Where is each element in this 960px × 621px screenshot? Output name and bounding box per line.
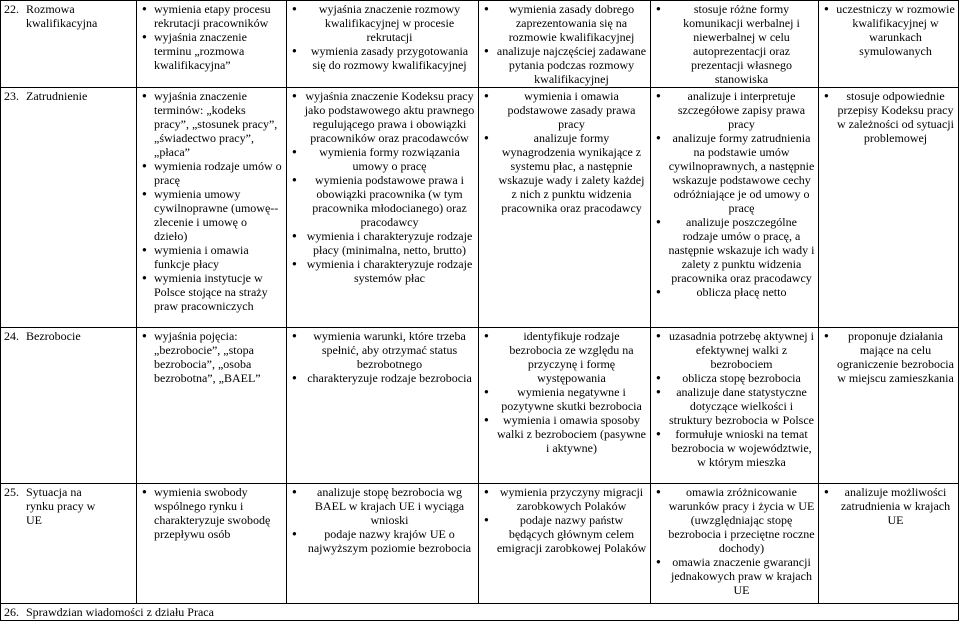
list-item: ● wymienia przyczyny migracji zarobkowych Polaków	[496, 485, 647, 513]
requirements-cell-3	[479, 484, 651, 604]
list-item: ● stosuje różne formy komunikacji werbalnej i niewerbalnej w celu autoprezentacji oraz prezentacji własnego stanowiska	[668, 2, 815, 86]
requirements-cell-1	[137, 1, 287, 88]
lesson-number: 24.	[4, 329, 19, 343]
list-item: ● analizuje i interpretuje szczegółowe zapisy prawa pracy	[668, 89, 815, 131]
requirements-cell-1	[137, 484, 287, 604]
requirements-list	[654, 329, 815, 469]
requirements-list	[822, 329, 955, 385]
list-item: ● analizuje możliwości zatrudnienia w krajach UE	[836, 485, 955, 527]
list-item: ● omawia zróżnicowanie warunków pracy i życia w UE (uwzględniając stopę bezrobocia i przeciętne roczne dochody)	[668, 485, 815, 555]
list-item: ● wymienia i omawia funkcje płacy	[154, 243, 283, 271]
topic-cell	[1, 484, 137, 604]
lesson-topic: Sprawdzian wiadomości z działu Praca	[26, 605, 214, 619]
requirements-list	[140, 89, 283, 313]
requirements-list	[482, 2, 647, 86]
requirements-list	[140, 2, 283, 72]
requirements-cell-5	[819, 88, 959, 328]
requirements-cell-2	[287, 88, 479, 328]
list-item: ● wyjaśnia znaczenie rozmowy kwalifikacyjnej w procesie rekrutacji	[304, 2, 475, 44]
list-item: ● oblicza stopę bezrobocia	[668, 371, 815, 385]
requirements-cell-4	[651, 328, 819, 484]
lesson-topic: Sytuacja na rynku pracy w UE	[26, 485, 96, 527]
list-item: ● analizuje stopę bezrobocia wg BAEL w krajach UE i wyciąga wnioski	[304, 485, 475, 527]
list-item: ● wymienia rodzaje umów o pracę	[154, 159, 283, 187]
list-item: ● analizuje formy zatrudnienia na podstawie umów cywilnoprawnych, a następnie wskazuje podstawowe cechy odróżniające je od umowy o pracę	[668, 131, 815, 215]
list-item: ● wymienia instytucje w Polsce stojące na straży praw pracowniczych	[154, 271, 283, 313]
list-item: ● wymienia swobody wspólnego rynku i charakteryzuje swobodę przepływu osób	[154, 485, 283, 541]
list-item: ● analizuje poszczególne rodzaje umów o pracę, a następnie wskazuje ich wady i zalety z punktu widzenia pracownika oraz pracodawcy	[668, 215, 815, 285]
requirements-cell-2	[287, 484, 479, 604]
lesson-number: 23.	[4, 89, 19, 103]
requirements-list	[140, 329, 283, 385]
lesson-topic: Zatrudnienie	[26, 89, 88, 103]
list-item: ● wymienia i omawia sposoby walki z bezrobociem (pasywne i aktywne)	[496, 413, 647, 455]
requirements-list	[822, 485, 955, 527]
list-item: ● wymienia negatywne i pozytywne skutki bezrobocia	[496, 385, 647, 413]
list-item: ● oblicza płacę netto	[668, 285, 815, 299]
list-item: ● analizuje formy wynagrodzenia wynikające z systemu płac, a następnie wskazuje wady i zalety każdej z nich z punktu widzenia pracownika oraz pracodawcy	[496, 131, 647, 215]
list-item: ● wymienia etapy procesu rekrutacji pracowników	[154, 2, 283, 30]
requirements-cell-4	[651, 1, 819, 88]
requirements-cell-3	[479, 328, 651, 484]
requirements-list	[822, 89, 955, 145]
requirements-list	[482, 329, 647, 455]
list-item: ● omawia znaczenie gwarancji jednakowych praw w krajach UE	[668, 555, 815, 597]
list-item: ● wyjaśnia znaczenie terminów: „kodeks pracy”, „stosunek pracy”, „świadectwo pracy”, „płaca”	[154, 89, 283, 159]
requirements-cell-2	[287, 328, 479, 484]
list-item: ● wyjaśnia pojęcia: „bezrobocie”, „stopa bezrobocia”, „osoba bezrobotna”, „BAEL”	[154, 329, 283, 385]
list-item: ● identyfikuje rodzaje bezrobocia ze względu na przyczynę i formę występowania	[496, 329, 647, 385]
requirements-cell-5	[819, 328, 959, 484]
lesson-topic: Rozmowa kwalifikacyjna	[26, 2, 98, 30]
requirements-cell-5	[819, 484, 959, 604]
list-item: ● wymienia umowy cywilnoprawne (umowę--zlecenie i umowę o dzieło)	[154, 187, 283, 243]
lesson-number: 22.	[4, 2, 19, 16]
list-item: ● wymienia i charakteryzuje rodzaje płacy (minimalna, netto, brutto)	[304, 229, 475, 257]
requirements-list	[290, 2, 475, 72]
requirements-list	[290, 329, 475, 385]
list-item: ● podaje nazwy krajów UE o najwyższym poziomie bezrobocia	[304, 527, 475, 555]
list-item: ● charakteryzuje rodzaje bezrobocia	[304, 371, 475, 385]
list-item: ● wyjaśnia znaczenie terminu „rozmowa kwalifikacyjna”	[154, 30, 283, 72]
list-item: ● proponuje działania mające na celu ograniczenie bezrobocia w miejscu zamieszkania	[836, 329, 955, 385]
topic-cell	[1, 1, 137, 88]
requirements-cell-5	[819, 1, 959, 88]
requirements-list	[822, 2, 955, 58]
requirements-cell-3	[479, 88, 651, 328]
list-item: ● wymienia zasady przygotowania się do rozmowy kwalifikacyjnej	[304, 44, 475, 72]
requirements-list	[654, 89, 815, 299]
footer-cell	[1, 604, 959, 621]
topic-cell	[1, 88, 137, 328]
requirements-list	[654, 2, 815, 86]
table-row	[1, 604, 959, 621]
list-item: ● wymienia formy rozwiązania umowy o pracę	[304, 145, 475, 173]
list-item: ● analizuje dane statystyczne dotyczące wielkości i struktury bezrobocia w Polsce	[668, 385, 815, 427]
list-item: ● wymienia i omawia podstawowe zasady prawa pracy	[496, 89, 647, 131]
lesson-topic: Bezrobocie	[26, 329, 81, 343]
requirements-list	[654, 485, 815, 597]
table-row	[1, 1, 959, 88]
lesson-number: 25.	[4, 485, 19, 499]
list-item: ● wymienia zasady dobrego zaprezentowania się na rozmowie kwalifikacyjnej	[496, 2, 647, 44]
requirements-list	[482, 485, 647, 555]
table-row	[1, 328, 959, 484]
requirements-list	[290, 89, 475, 285]
list-item: ● formułuje wnioski na temat bezrobocia w województwie, w którym mieszka	[668, 427, 815, 469]
lesson-number: 26.	[4, 605, 19, 619]
requirements-cell-4	[651, 88, 819, 328]
table-row	[1, 484, 959, 604]
list-item: ● uzasadnia potrzebę aktywnej i efektywnej walki z bezrobociem	[668, 329, 815, 371]
requirements-cell-3	[479, 1, 651, 88]
table-row	[1, 88, 959, 328]
requirements-list	[482, 89, 647, 215]
list-item: ● wyjaśnia znaczenie Kodeksu pracy jako podstawowego aktu prawnego regulującego prawa i obowiązki pracowników oraz pracodawców	[304, 89, 475, 145]
list-item: ● podaje nazwy państw będących głównym celem emigracji zarobkowej Polaków	[496, 513, 647, 555]
requirements-cell-1	[137, 328, 287, 484]
requirements-cell-2	[287, 1, 479, 88]
requirements-list	[290, 485, 475, 555]
requirements-list	[140, 485, 283, 541]
topic-cell	[1, 328, 137, 484]
list-item: ● uczestniczy w rozmowie kwalifikacyjnej w warunkach symulowanych	[836, 2, 955, 58]
list-item: ● analizuje najczęściej zadawane pytania podczas rozmowy kwalifikacyjnej	[496, 44, 647, 86]
list-item: ● wymienia warunki, które trzeba spełnić, aby otrzymać status bezrobotnego	[304, 329, 475, 371]
list-item: ● wymienia podstawowe prawa i obowiązki pracownika (w tym pracownika młodocianego) oraz pracodawcy	[304, 173, 475, 229]
list-item: ● wymienia i charakteryzuje rodzaje systemów płac	[304, 257, 475, 285]
requirements-cell-1	[137, 88, 287, 328]
list-item: ● stosuje odpowiednie przepisy Kodeksu pracy w zależności od sytuacji problemowej	[836, 89, 955, 145]
requirements-cell-4	[651, 484, 819, 604]
